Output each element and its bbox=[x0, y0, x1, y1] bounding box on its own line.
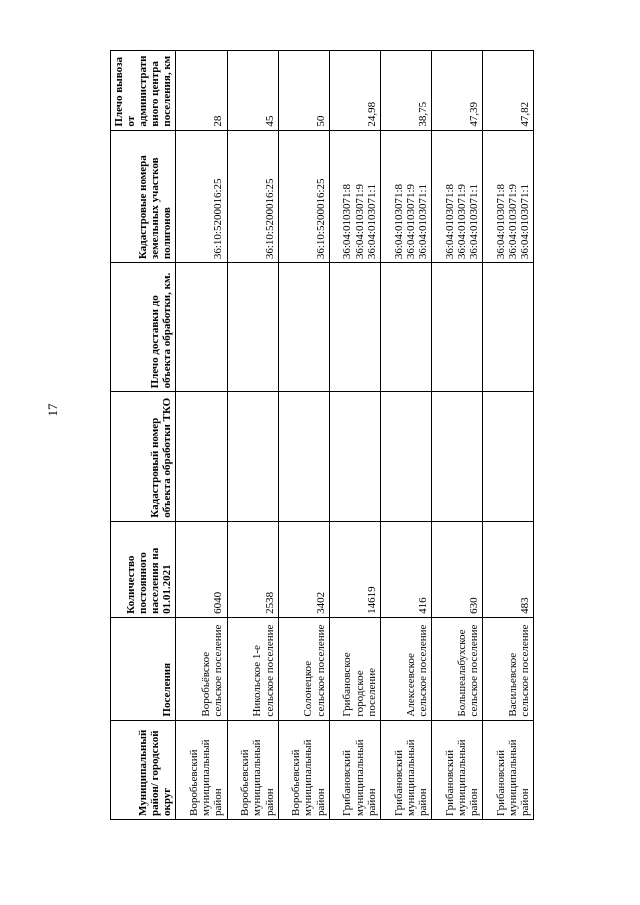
cell-district: Воробьевский муниципальный район bbox=[227, 720, 278, 819]
header-district: Муниципальный район/ городской округ bbox=[111, 720, 176, 819]
cell-landfill-cadastral: 36:10:5200016:25 bbox=[227, 130, 278, 263]
cell-landfill-cadastral: 36:04:0103071:8 36:04:0103071:9 36:04:0103071:1 bbox=[482, 130, 533, 263]
cell-processing-cadastral bbox=[431, 392, 482, 521]
cell-settlement: Воробьёвское сельское поселение bbox=[176, 617, 227, 720]
header-processing-cadastral: Кадастровый номер объекта обработки ТКО bbox=[111, 392, 176, 521]
table-row bbox=[176, 51, 227, 820]
cell-removal-distance: 45 bbox=[227, 51, 278, 131]
cell-delivery-distance bbox=[278, 263, 329, 392]
table-row bbox=[482, 51, 533, 820]
cell-settlement: Васильевское сельское поселение bbox=[482, 617, 533, 720]
cell-removal-distance: 24,98 bbox=[329, 51, 380, 131]
table-row bbox=[380, 51, 431, 820]
cell-district: Грибановский муниципальный район bbox=[380, 720, 431, 819]
cell-delivery-distance bbox=[431, 263, 482, 392]
cell-district: Воробьевский муниципальный район bbox=[176, 720, 227, 819]
cell-population: 416 bbox=[380, 521, 431, 617]
cell-population: 630 bbox=[431, 521, 482, 617]
header-population: Количество постоянного населения на 01.01.2021 bbox=[111, 521, 176, 617]
cell-settlement: Солонецкое сельское поселение bbox=[278, 617, 329, 720]
cell-processing-cadastral bbox=[482, 392, 533, 521]
page-number: 17 bbox=[45, 403, 60, 417]
cell-settlement: Большеалабухское сельское поселение bbox=[431, 617, 482, 720]
rotated-table-wrapper bbox=[110, 50, 534, 820]
cell-removal-distance: 47,39 bbox=[431, 51, 482, 131]
cell-landfill-cadastral: 36:04:0103071:8 36:04:0103071:9 36:04:0103071:1 bbox=[431, 130, 482, 263]
cell-delivery-distance bbox=[227, 263, 278, 392]
cell-processing-cadastral bbox=[176, 392, 227, 521]
header-settlements: Поселения bbox=[111, 617, 176, 720]
cell-population: 14619 bbox=[329, 521, 380, 617]
rotated-table-inner bbox=[110, 50, 534, 820]
header-delivery-distance: Плечо доставки до объекта обработки, км. bbox=[111, 263, 176, 392]
cell-district: Грибановский муниципальный район bbox=[329, 720, 380, 819]
cell-population: 2538 bbox=[227, 521, 278, 617]
cell-processing-cadastral bbox=[329, 392, 380, 521]
header-landfill-cadastral: Кадастровые номера земельных участков полигонов bbox=[111, 130, 176, 263]
cell-landfill-cadastral: 36:10:5200016:25 bbox=[176, 130, 227, 263]
cell-settlement: Грибановское городское поселение bbox=[329, 617, 380, 720]
table-row bbox=[329, 51, 380, 820]
cell-landfill-cadastral: 36:04:0103071:8 36:04:0103071:9 36:04:0103071:1 bbox=[380, 130, 431, 263]
cell-population: 3402 bbox=[278, 521, 329, 617]
cell-processing-cadastral bbox=[380, 392, 431, 521]
cell-removal-distance: 47,82 bbox=[482, 51, 533, 131]
cell-settlement: Алексеевское сельское поселение bbox=[380, 617, 431, 720]
cell-population: 483 bbox=[482, 521, 533, 617]
table-header-row bbox=[111, 51, 176, 820]
cell-processing-cadastral bbox=[278, 392, 329, 521]
waste-logistics-table bbox=[110, 50, 534, 820]
cell-removal-distance: 28 bbox=[176, 51, 227, 131]
cell-landfill-cadastral: 36:10:5200016:25 bbox=[278, 130, 329, 263]
table-row bbox=[278, 51, 329, 820]
cell-delivery-distance bbox=[380, 263, 431, 392]
cell-processing-cadastral bbox=[227, 392, 278, 521]
table-row bbox=[227, 51, 278, 820]
cell-delivery-distance bbox=[329, 263, 380, 392]
cell-district: Грибановский муниципальный район bbox=[482, 720, 533, 819]
cell-population: 6040 bbox=[176, 521, 227, 617]
cell-delivery-distance bbox=[176, 263, 227, 392]
cell-removal-distance: 38,75 bbox=[380, 51, 431, 131]
cell-landfill-cadastral: 36:04:0103071:8 36:04:0103071:9 36:04:0103071:1 bbox=[329, 130, 380, 263]
cell-delivery-distance bbox=[482, 263, 533, 392]
cell-district: Воробьевский муниципальный район bbox=[278, 720, 329, 819]
table-row bbox=[431, 51, 482, 820]
cell-removal-distance: 50 bbox=[278, 51, 329, 131]
cell-settlement: Никольское 1-е сельское поселение bbox=[227, 617, 278, 720]
header-removal-distance: Плечо вывоза от административного центра поселения, км bbox=[111, 51, 176, 131]
cell-district: Грибановский муниципальный район bbox=[431, 720, 482, 819]
